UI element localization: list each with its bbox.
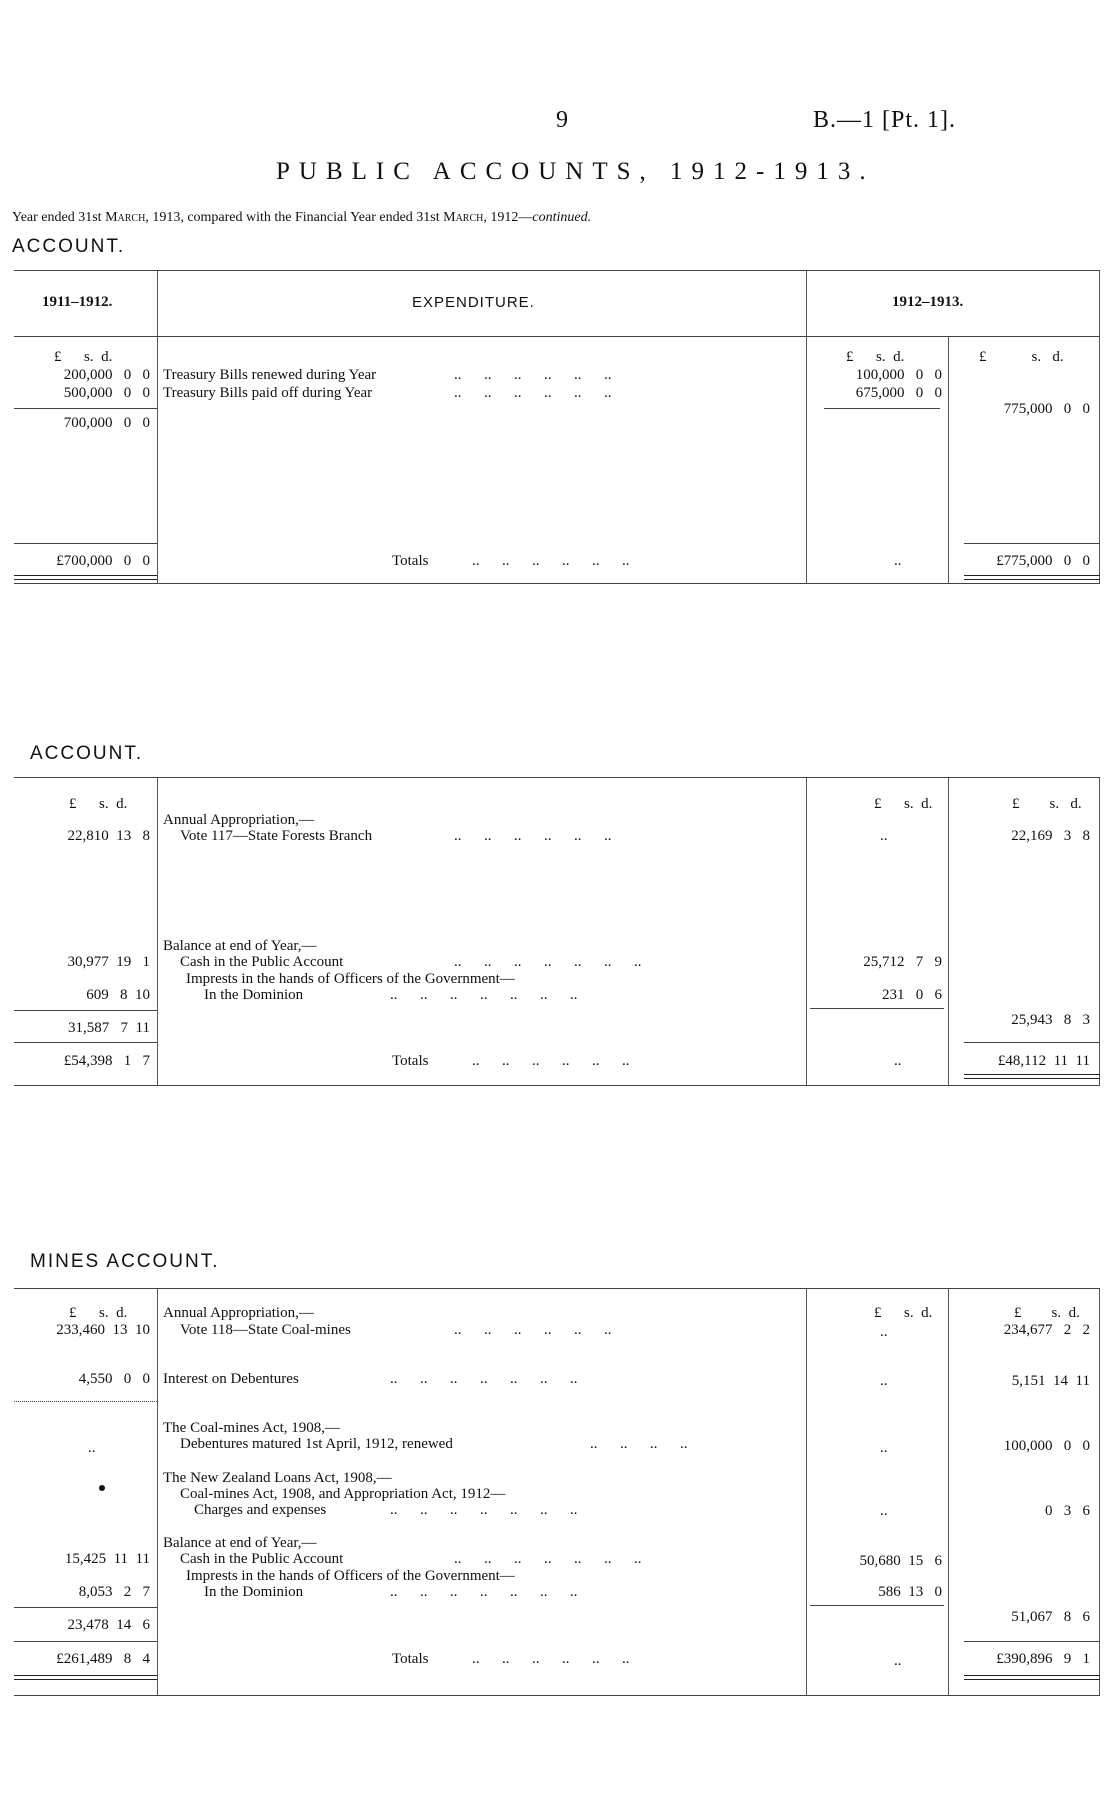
debentures-mid: .. [880,1440,888,1456]
imprests-label: Imprests in the hands of Officers of the Government— [186,971,515,987]
cash-left: 30,977 19 1 [67,954,150,970]
subtitle-continued: continued. [532,210,592,225]
leader-dots: .. .. .. .. .. .. [454,367,612,383]
subtotal-rule [810,1605,944,1606]
interest-label: Interest on Debentures [163,1371,299,1387]
totals-left: £700,000 0 0 [56,553,150,569]
leader-dots: .. .. .. .. .. .. [454,385,612,401]
cash-mid: 25,712 7 9 [863,954,942,970]
totals-rule [14,1042,157,1043]
section1-title: ACCOUNT. [12,236,126,257]
double-rule [964,575,1100,580]
debentures-right: 100,000 0 0 [1003,1438,1090,1454]
vote-mid: .. [880,828,888,844]
divider [157,271,158,583]
leader-dots: .. .. .. .. .. .. [472,1053,630,1069]
imprests-label: Imprests in the hands of Officers of the Government— [186,1568,515,1584]
divider [1099,1289,1100,1695]
row-label: Treasury Bills renewed during Year [163,367,377,383]
unit-right: £ s. d. [979,349,1064,365]
vote-left: 22,810 13 8 [67,828,150,844]
divider [948,337,949,583]
section2-table [14,777,1100,1086]
interest-mid: .. [880,1373,888,1389]
divider [806,1289,807,1695]
leader-dots: .. .. .. .. .. .. .. [390,1502,578,1518]
vote-label: Vote 117—State Forests Branch [180,828,373,844]
col-header-1912: 1912–1913. [892,294,964,310]
dominion-mid: 231 0 6 [882,987,942,1003]
unit-mid: £ s. d. [874,796,933,812]
row-left-value: 200,000 0 0 [63,367,150,383]
unit-mid: £ s. d. [874,1305,933,1321]
divider [1099,271,1100,583]
totals-mid: .. [894,1053,902,1069]
interest-left: 4,550 0 0 [78,1371,150,1387]
vote-left: 233,460 13 10 [56,1322,150,1338]
charges-right: 0 3 6 [1045,1503,1090,1519]
totals-label: Totals [392,1651,429,1667]
double-rule [14,575,157,580]
cash-label: Cash in the Public Account [180,1551,344,1567]
col-header-1911: 1911–1912. [42,294,113,310]
coal-approp-label: Coal-mines Act, 1908, and Appropriation Act, 1912— [180,1486,506,1502]
leader-dots: .. .. .. .. .. .. [472,1651,630,1667]
section3-table [14,1288,1100,1696]
totals-rule [14,543,157,544]
leader-dots: .. .. .. .. .. .. .. [454,954,642,970]
subtitle-part: Year ended 31st [12,210,106,225]
unit-right: £ s. d. [1012,796,1082,812]
totals-right: £390,896 9 1 [996,1651,1090,1667]
subtotal-rule [824,408,940,409]
row-rule [14,1401,157,1402]
divider [806,778,807,1085]
vote-mid: .. [880,1324,888,1340]
balance-heading: Balance at end of Year,— [163,938,317,954]
leader-dots: .. .. .. .. .. .. .. [390,1584,578,1600]
dominion-label: In the Dominion [204,1584,304,1600]
balance-right: 25,943 8 3 [1011,1012,1090,1028]
totals-rule [964,1042,1100,1043]
unit-left: £ s. d. [69,1305,128,1321]
dominion-left: 8,053 2 7 [78,1584,150,1600]
divider [948,778,949,1085]
subtotal-rule [14,1010,157,1011]
dominion-label: In the Dominion [204,987,304,1003]
leader-dots: .. .. .. .. .. .. [472,553,630,569]
appropriation-heading: Annual Appropriation,— [163,812,314,828]
totals-left: £261,489 8 4 [56,1651,150,1667]
balance-left: 23,478 14 6 [67,1617,150,1633]
row-mid-value: 675,000 0 0 [855,385,942,401]
subtotal-rule [14,408,157,409]
balance-heading: Balance at end of Year,— [163,1535,317,1551]
leader-dots: .. .. .. .. .. .. [454,828,612,844]
page-title: PUBLIC ACCOUNTS, 1912-1913. [276,158,875,185]
row-label: Treasury Bills paid off during Year [163,385,373,401]
unit-mid: £ s. d. [846,349,905,365]
leader-dots: .. .. .. .. .. .. .. [454,1551,642,1567]
leader-dots: .. .. .. .. [590,1436,688,1452]
page-number: 9 [556,107,568,133]
subtitle-month: March [443,210,484,225]
section1-table [14,270,1100,584]
appropriation-heading: Annual Appropriation,— [163,1305,314,1321]
leader-dots: .. .. .. .. .. .. .. [390,987,578,1003]
vote-right: 22,169 3 8 [1011,828,1090,844]
totals-mid: .. [894,1653,902,1669]
ink-dot [99,1485,105,1491]
col-header-expenditure: EXPENDITURE. [412,294,535,311]
vote-label: Vote 118—State Coal-mines [180,1322,351,1338]
balance-right: 51,067 8 6 [1011,1609,1090,1625]
debentures-label: Debentures matured 1st April, 1912, renewed [180,1436,453,1452]
totals-right: £775,000 0 0 [996,553,1090,569]
totals-label: Totals [392,1053,429,1069]
totals-left: £54,398 1 7 [63,1053,150,1069]
unit-left: £ s. d. [54,349,113,365]
subtotal-rule [810,1008,944,1009]
divider [1099,778,1100,1085]
section2-title: ACCOUNT. [30,743,144,764]
double-rule [964,1074,1100,1079]
document-reference: B.—1 [Pt. 1]. [813,107,957,133]
dominion-mid: 586 13 0 [878,1584,942,1600]
section3-title: MINES ACCOUNT. [30,1251,220,1272]
subtotal-left: 700,000 0 0 [63,415,150,431]
debentures-left: .. [88,1440,96,1456]
divider [948,1289,949,1695]
unit-left: £ s. d. [69,796,128,812]
totals-right: £48,112 11 11 [997,1053,1090,1069]
cash-mid: 50,680 15 6 [859,1553,942,1569]
subtitle-part: , 1912— [483,210,533,225]
charges-mid: .. [880,1503,888,1519]
subtitle-month: March [105,210,146,225]
row-left-value: 500,000 0 0 [63,385,150,401]
subtitle [12,210,591,226]
cash-left: 15,425 11 11 [64,1551,150,1567]
totals-rule [964,543,1100,544]
nz-loans-heading: The New Zealand Loans Act, 1908,— [163,1470,392,1486]
subtotal-right: 775,000 0 0 [1003,401,1090,417]
totals-mid: .. [894,553,902,569]
vote-right: 234,677 2 2 [1003,1322,1090,1338]
totals-rule [14,1641,157,1642]
cash-label: Cash in the Public Account [180,954,344,970]
row-mid-value: 100,000 0 0 [855,367,942,383]
subtitle-part: , 1913, compared with the Financial Year ended 31st [145,210,444,225]
unit-right: £ s. d. [1014,1305,1080,1321]
subtotal-rule [14,1607,157,1608]
divider [157,1289,158,1695]
coal-act-heading: The Coal-mines Act, 1908,— [163,1420,341,1436]
charges-label: Charges and expenses [194,1502,327,1518]
dominion-left: 609 8 10 [86,987,150,1003]
divider [157,778,158,1085]
leader-dots: .. .. .. .. .. .. .. [390,1371,578,1387]
interest-right: 5,151 14 11 [1011,1373,1090,1389]
divider [806,271,807,583]
leader-dots: .. .. .. .. .. .. [454,1322,612,1338]
totals-rule [964,1641,1100,1642]
double-rule [964,1675,1100,1680]
balance-left: 31,587 7 11 [68,1020,150,1036]
totals-label: Totals [392,553,429,569]
header-rule [14,336,1100,337]
double-rule [14,1675,157,1680]
